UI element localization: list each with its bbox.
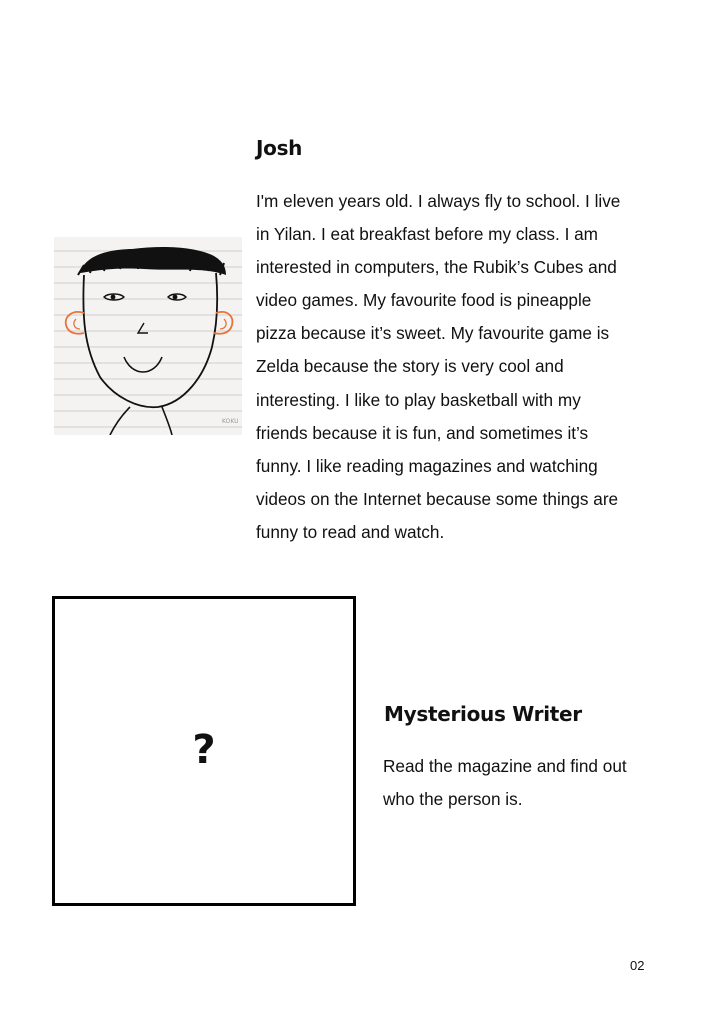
profile-line: video games. My favourite food is pineapple	[256, 290, 592, 311]
profile-line: Zelda because the story is very cool and	[256, 356, 564, 377]
profile-line: funny. I like reading magazines and watching	[256, 455, 598, 476]
mystery-line: who the person is.	[383, 789, 523, 810]
profile-line: in Yilan. I eat breakfast before my class. I am	[256, 224, 598, 245]
profile-line: pizza because it’s sweet. My favourite game is	[256, 323, 610, 344]
mystery-line: Read the magazine and find out	[383, 756, 627, 776]
profile-line: interesting. I like to play basketball with my	[256, 389, 581, 410]
profile-line: funny to read and watch.	[256, 521, 445, 542]
page-number: 02	[630, 958, 645, 973]
mystery-title: Mysterious Writer	[384, 702, 582, 726]
mystery-description	[383, 750, 627, 816]
profile-line: videos on the Internet because some things are	[256, 488, 619, 509]
face-drawing-icon	[54, 237, 242, 435]
profile-line: friends because it is fun, and sometimes it’s	[256, 422, 589, 443]
profile-line: interested in computers, the Rubik’s Cubes and	[256, 257, 617, 278]
profile-description	[256, 185, 620, 549]
profile-line: I'm eleven years old. I always fly to school. I live	[256, 191, 621, 211]
svg-text:KOKU: KOKU	[222, 418, 239, 425]
portrait-drawing	[54, 237, 242, 435]
profile-name: Josh	[256, 136, 303, 160]
question-mark-icon: ?	[192, 727, 216, 773]
mystery-image-box	[52, 596, 356, 906]
